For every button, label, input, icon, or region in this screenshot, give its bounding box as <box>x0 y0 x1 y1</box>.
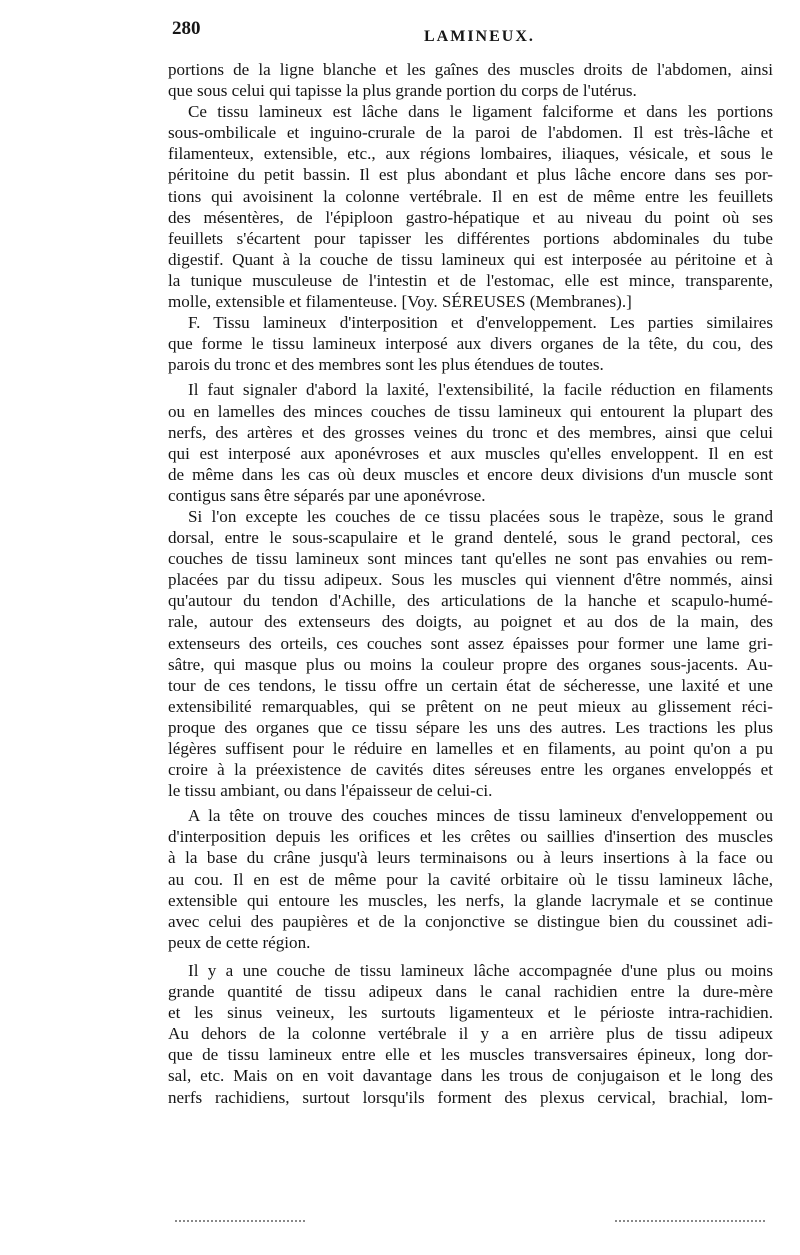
text-line: ou en lamelles des minces couches de tissu lamineux qui entourent la plupart des <box>168 401 773 421</box>
text-line: extensibilité remarquables, qui se prêtent on ne peut mieux au glissement réci- <box>168 696 773 716</box>
text-line: rale, autour des extenseurs des doigts, au poignet et au dos de la main, des <box>168 612 773 632</box>
text-line: Au dehors de la colonne vertébrale il y a en arrière plus de tissu adipeux <box>168 1024 773 1044</box>
text-line: contigus sans être séparés par une aponévrose. <box>168 485 486 505</box>
print-mark-right <box>615 1220 765 1222</box>
text-line: Il y a une couche de tissu lamineux lâche accompagnée d'une plus ou moins <box>188 960 773 980</box>
text-line: Si l'on excepte les couches de ce tissu placées sous le trapèze, sous le grand <box>188 506 773 526</box>
text-line: molle, extensible et filamenteuse. [Voy. SÉREUSES (Membranes).] <box>168 292 632 312</box>
print-mark-left <box>175 1220 305 1222</box>
text-line: sal, etc. Mais on en voit davantage dans les trous de conjugaison et le long des <box>168 1066 773 1086</box>
text-line: nerfs, des artères et des grosses veines du tronc et des membres, ainsi que celui <box>168 422 773 442</box>
text-line: avec celui des paupières et de la conjonctive se distingue bien du coussinet adi- <box>168 911 773 931</box>
text-line: la tunique musculeuse de l'intestin et de l'estomac, elle est mince, transparente, <box>168 270 773 290</box>
text-line: sâtre, qui masque plus ou moins la couleur propre des organes sous-jacents. Au- <box>168 654 773 674</box>
text-line: Il faut signaler d'abord la laxité, l'extensibilité, la facile réduction en filaments <box>188 380 773 400</box>
text-line: peux de cette région. <box>168 932 311 952</box>
text-line: Ce tissu lamineux est lâche dans le ligament falciforme et dans les portions <box>188 102 773 122</box>
text-line: croire à la préexistence de cavités dites séreuses entre les organes enveloppés et <box>168 760 773 780</box>
text-line: grande quantité de tissu adipeux dans le canal rachidien entre la dure-mère <box>168 982 773 1002</box>
text-line: qui est interposé aux aponévroses et aux muscles qu'elles enveloppent. Il en est <box>168 443 773 463</box>
page-number: 280 <box>172 18 201 39</box>
text-line: sous-ombilicale et inguino-crurale de la paroi de l'abdomen. Il est très-lâche et <box>168 123 773 143</box>
text-line: des mésentères, de l'épiploon gastro-hépatique et au niveau du point où ses <box>168 207 773 227</box>
page-header <box>168 18 768 48</box>
text-line: de même dans les cas où deux muscles et encore deux divisions d'un muscle sont <box>168 464 773 484</box>
text-line: au cou. Il en est de même pour la cavité orbitaire où le tissu lamineux lâche, <box>168 869 773 889</box>
text-line: digestif. Quant à la couche de tissu lamineux qui est interposée au péritoine et à <box>168 249 773 269</box>
text-line: que sous celui qui tapisse la plus grande portion du corps de l'utérus. <box>168 81 637 101</box>
text-line: et les sinus veineux, les surtouts ligamenteux et le périoste intra-rachidien. <box>168 1003 773 1023</box>
text-line: proque des organes que ce tissu sépare les uns des autres. Les tractions les plus <box>168 717 773 737</box>
text-line: A la tête on trouve des couches minces de tissu lamineux d'enveloppement ou <box>188 806 773 826</box>
text-line: que forme le tissu lamineux interposé aux divers organes de la tête, du cou, des <box>168 334 773 354</box>
footer-print-marks <box>175 1218 765 1224</box>
body-text <box>168 59 773 1108</box>
text-line: placées par du tissu adipeux. Sous les muscles qui viennent d'être nommés, ainsi <box>168 570 773 590</box>
text-line: couches de tissu lamineux sont minces tant qu'elles ne sont pas envahies ou rem- <box>168 549 773 569</box>
text-line: que de tissu lamineux entre elle et les muscles transversaires épineux, long dor- <box>168 1045 773 1065</box>
text-line: extenseurs des orteils, ces couches sont assez épaisses pour former une lame gri- <box>168 633 773 653</box>
text-line: tour de ces tendons, le tissu offre un certain état de sécheresse, une laxité et une <box>168 675 773 695</box>
text-line: feuillets s'écartent pour tapisser les différentes portions abdominales du tube <box>168 228 773 248</box>
text-line: tions qui avoisinent la colonne vertébrale. Il en est de même entre les feuillets <box>168 186 773 206</box>
text-line: légères suffisent pour le réduire en lamelles et en filaments, au point qu'on a pu <box>168 739 773 758</box>
text-line: d'interposition depuis les orifices et les crêtes ou saillies d'insertion des muscles <box>168 827 773 847</box>
text-line: parois du tronc et des membres sont les plus étendues de toutes. <box>168 355 604 375</box>
text-line: filamenteux, extensible, etc., aux régions lombaires, iliaques, vésicale, et sous le <box>168 144 773 164</box>
text-line: extensible qui entoure les muscles, les nerfs, la glande lacrymale et se continue <box>168 890 773 910</box>
section-heading-line: F. Tissu lamineux d'interposition et d'enveloppement. Les parties similaires <box>188 313 773 333</box>
text-line: qu'autour du tendon d'Achille, des articulations de la hanche et scapulo-humé- <box>168 591 773 611</box>
text-line: portions de la ligne blanche et les gaînes des muscles droits de l'abdomen, ainsi <box>168 60 773 79</box>
text-line: à la base du crâne jusqu'à leurs terminaisons ou à leurs insertions à la face ou <box>168 848 773 868</box>
running-head: LAMINEUX. <box>424 28 535 45</box>
text-line: le tissu ambiant, ou dans l'épaisseur de celui-ci. <box>168 781 493 801</box>
text-line: péritoine du petit bassin. Il est plus abondant et plus lâche encore dans ses por- <box>168 165 773 185</box>
text-line: dorsal, entre le sous-scapulaire et le grand dentelé, sous le grand pectoral, ces <box>168 528 773 548</box>
text-line: nerfs rachidiens, surtout lorsqu'ils forment des plexus cervical, brachial, lom- <box>168 1087 773 1107</box>
